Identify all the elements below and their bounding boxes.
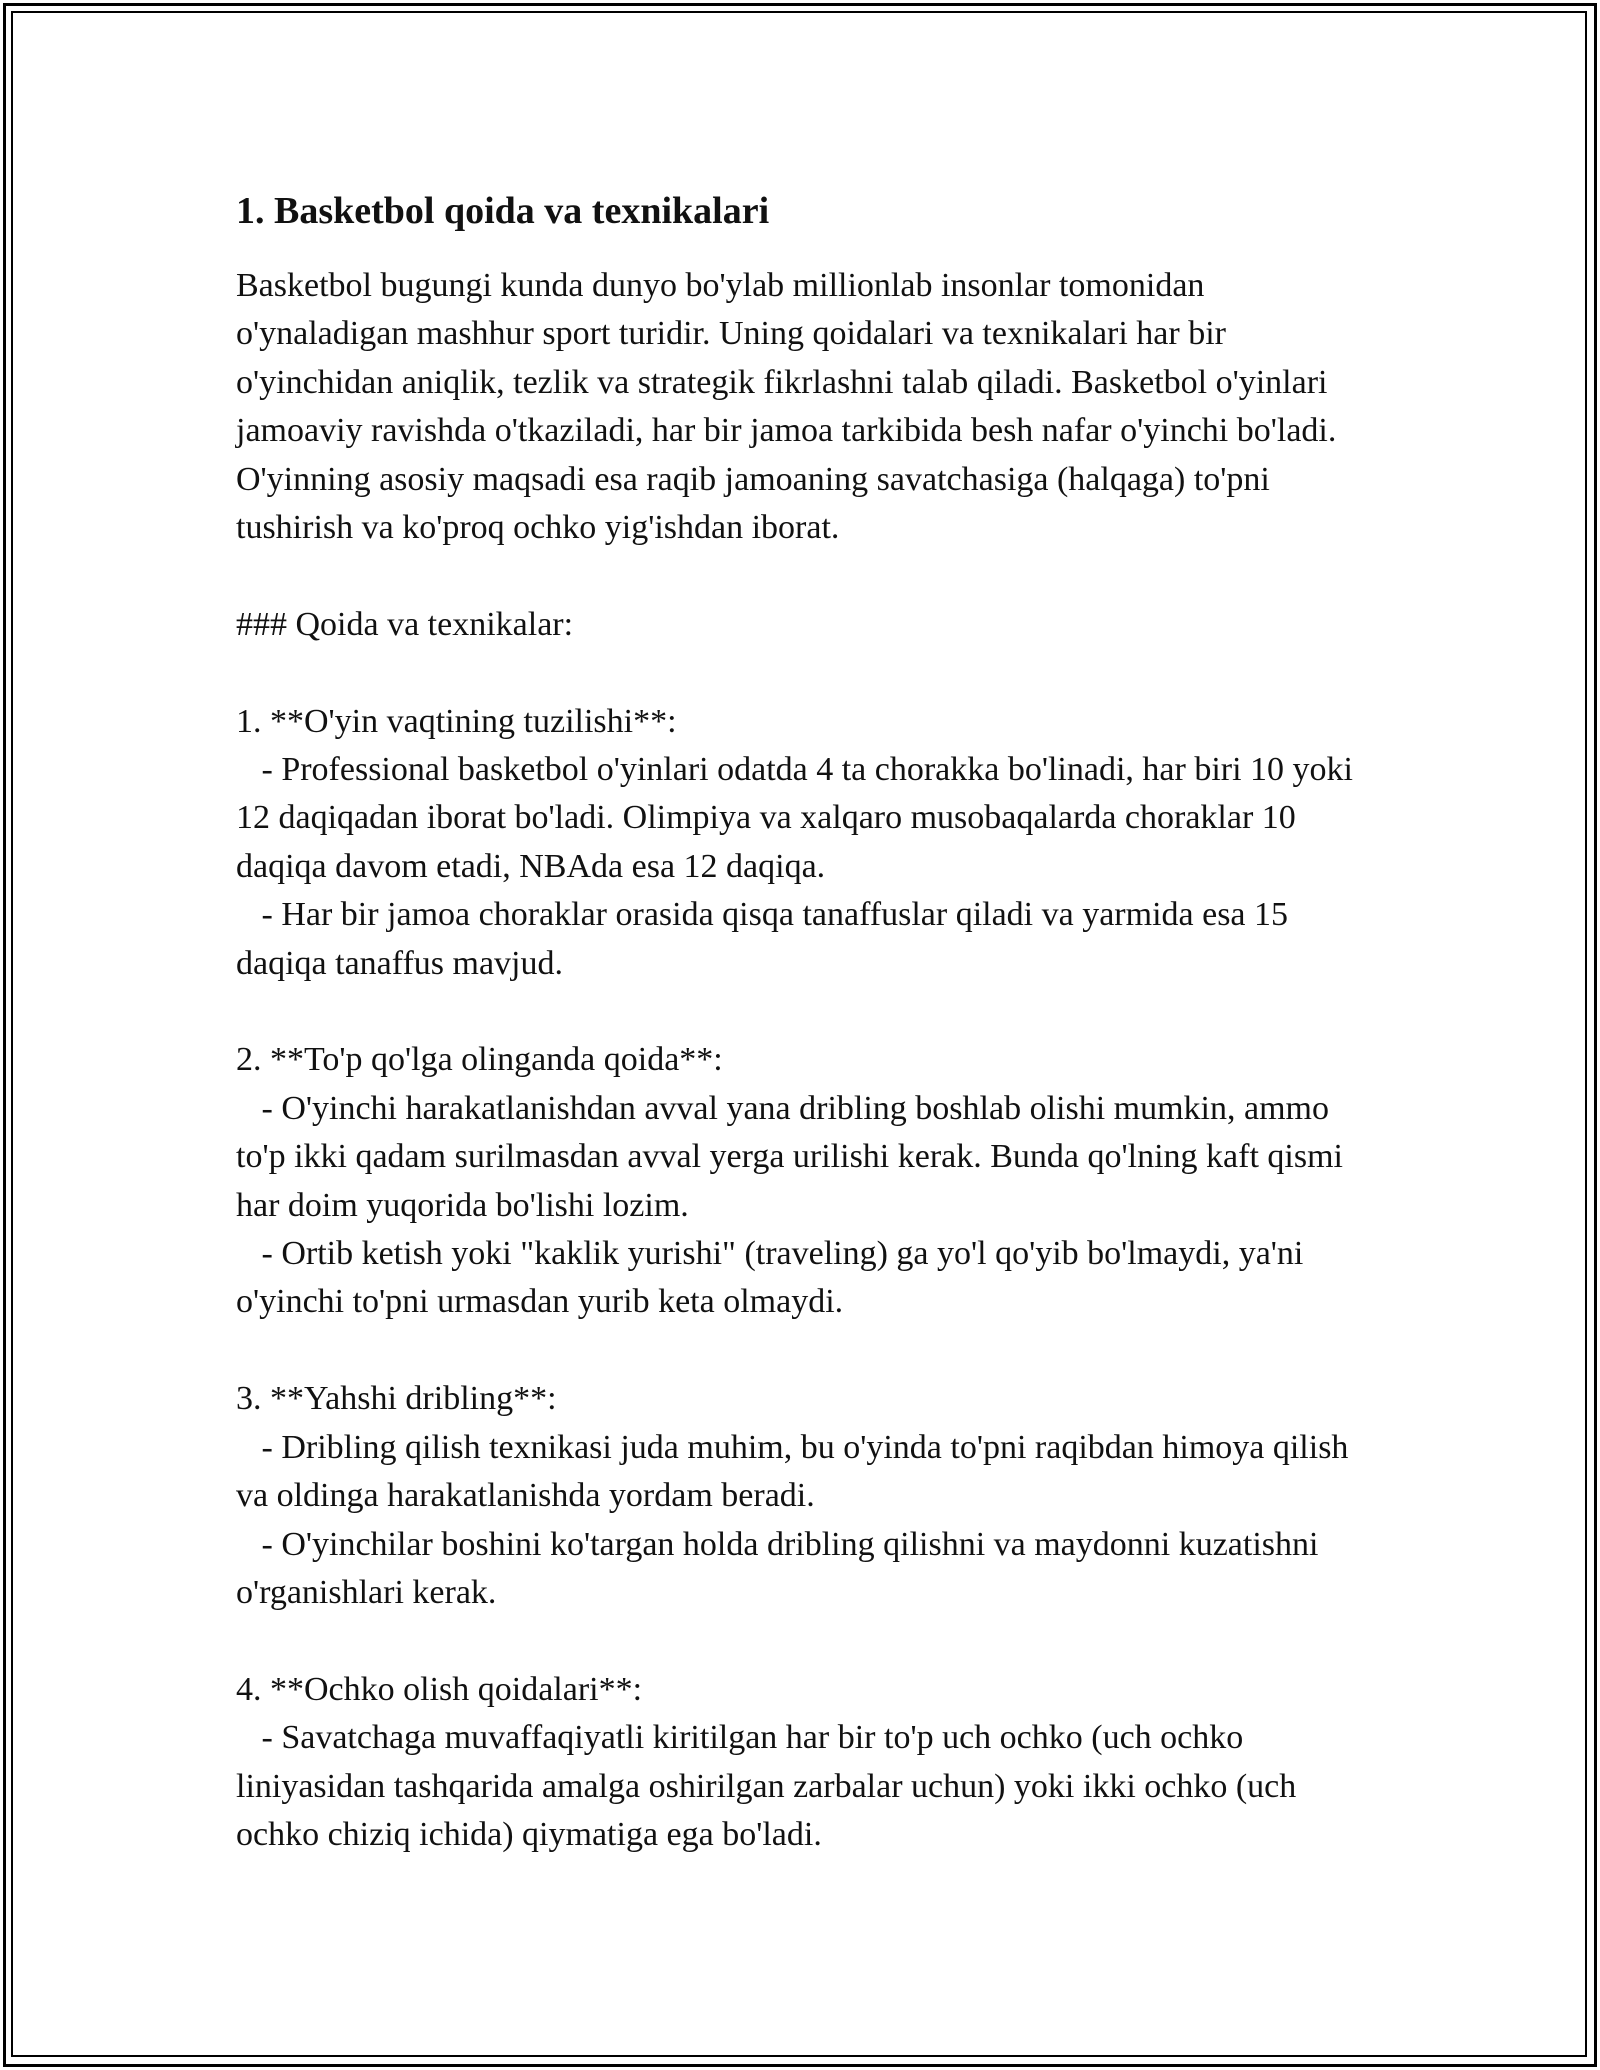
spacer — [236, 1617, 1376, 1665]
list-item-bullet: - Har bir jamoa choraklar orasida qisqa tanaffuslar qiladi va yarmida esa 15 daqiqa tanaffus mavjud. — [236, 896, 1297, 982]
list-item-heading: 3. **Yahshi dribling**: — [236, 1380, 557, 1418]
list-item-heading: 1. **O'yin vaqtining tuzilishi**: — [236, 702, 677, 740]
list-item — [236, 1666, 1376, 1860]
list-item-heading: 4. **Ochko olish qoidalari**: — [236, 1670, 643, 1708]
document-title: 1. Basketbol qoida va texnikalari — [236, 190, 770, 232]
list-item-bullet: - Ortib ketish yoki "kaklik yurishi" (traveling) ga yo'l qo'yib bo'lmaydi, ya'ni o'yinchi to'pni urmasdan yurib keta olmaydi. — [236, 1235, 1312, 1321]
intro-paragraph: Basketbol bugungi kunda dunyo bo'ylab millionlab insonlar tomonidan o'ynaladigan mashhur sport turidir. Uning qoidalari va texnikalari har bir o'yinchidan aniqlik, tezlik va strategik fikrlashni talab qiladi. Basketbol o'yinlari jamoaviy ravishda o'tkaziladi, har bir jamoa tarkibida besh nafar o'yinchi bo'ladi. O'yinning asosiy maqsadi esa raqib jamoaning savatchasiga (halqaga) to'pni tushirish va ko'proq ochko yig'ishdan iborat. — [236, 267, 1345, 547]
list-item-bullet: - Professional basketbol o'yinlari odatda 4 ta chorakka bo'linadi, har biri 10 yoki 12 daqiqadan iborat bo'ladi. Olimpiya va xalqaro musobaqalarda choraklar 10 daqiqa davom etadi, NBAda esa 12 daqiqa. — [236, 751, 1362, 885]
list-item — [236, 1375, 1376, 1617]
list-item-bullet: - Dribling qilish texnikasi juda muhim, bu o'yinda to'pni raqibdan himoya qilish va oldinga harakatlanishda yordam beradi. — [236, 1428, 1357, 1515]
list-item-heading: 2. **To'p qo'lga olinganda qoida**: — [236, 1041, 723, 1079]
section-subheading: ### Qoida va texnikalar: — [236, 605, 574, 643]
spacer — [236, 1327, 1376, 1375]
spacer — [236, 649, 1376, 697]
list-item — [236, 698, 1376, 988]
spacer — [236, 988, 1376, 1036]
document-body — [236, 186, 1376, 1859]
spacer — [236, 552, 1376, 600]
list-item-bullet: - O'yinchi harakatlanishdan avval yana dribling boshlab olishi mumkin, ammo to'p ikki qadam surilmasdan avval yerga urilishi kerak. Bunda qo'lning kaft qismi har doim yuqorida bo'lishi lozim. — [236, 1089, 1352, 1224]
list-item-bullet: - Savatchaga muvaffaqiyatli kiritilgan har bir to'p uch ochko (uch ochko liniyasidan tashqarida amalga oshirilgan zarbalar uchun) yoki ikki ochko (uch ochko chiziq ichida) qiymatiga ega bo'ladi. — [236, 1719, 1305, 1853]
list-item — [236, 1036, 1376, 1326]
list-item-bullet: - O'yinchilar boshini ko'targan holda dribling qilishni va maydonni kuzatishni o'rganishlari kerak. — [236, 1525, 1327, 1611]
